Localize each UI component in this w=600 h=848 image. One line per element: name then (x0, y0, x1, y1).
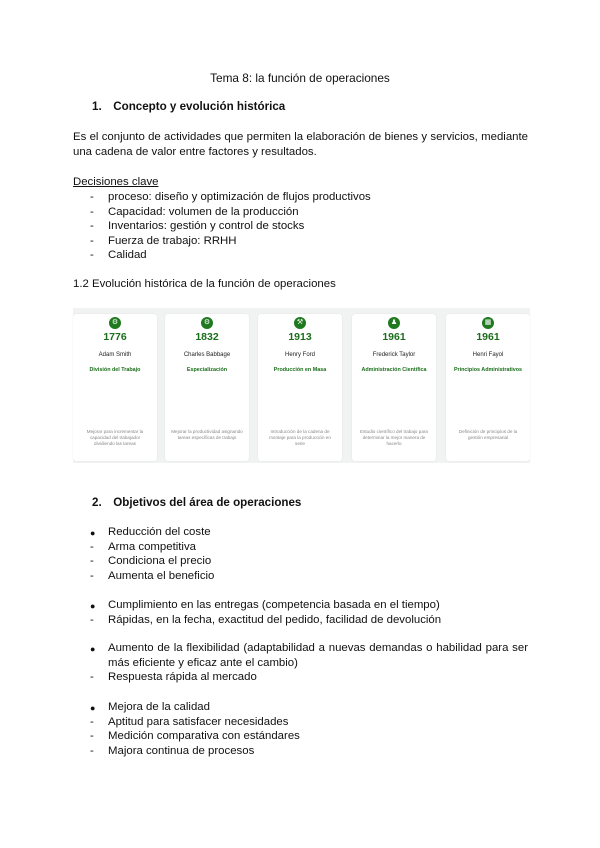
section-1-number: 1. (92, 100, 102, 113)
timeline-person: Henri Fayol (472, 352, 504, 358)
timeline-person: Charles Babbage (183, 352, 231, 358)
timeline-description: Mejorar la productividad asignando tareas específicas de trabajo (171, 429, 243, 440)
list-item: - proceso: diseño y optimización de flujos productivos (90, 191, 371, 203)
section-1-heading (92, 100, 285, 113)
timeline-concept: Producción en Masa (273, 367, 327, 373)
tools-icon: ⚒ (294, 317, 306, 329)
section-2-number: 2. (92, 496, 102, 509)
objective-group-flexibility (90, 641, 528, 685)
timeline-person: Frederick Taylor (372, 352, 416, 358)
timeline-person: Henry Ford (284, 352, 315, 358)
list-item: - Calidad (90, 249, 147, 262)
timeline-year: 1832 (195, 331, 219, 343)
list-item: - Medición comparativa con estándares (90, 730, 300, 743)
list-item: - Respuesta rápida al mercado (90, 671, 257, 684)
timeline-infographic (73, 308, 530, 463)
list-item: - Fuerza de trabajo: RRHH (90, 234, 237, 247)
timeline-concept: División del Trabajo (89, 367, 141, 373)
gear-icon: ⚙ (201, 317, 213, 329)
list-item: - Capacidad: volumen de la producción (90, 205, 299, 218)
timeline-description: Introducción de la cadena de montaje para la producción en serie (269, 429, 331, 446)
definition-paragraph: Es el conjunto de actividades que permiten la elaboración de bienes y servicios, mediante una cadena de valor entre factores y resultados. (73, 131, 528, 158)
timeline-card-1832 (165, 314, 249, 461)
document-title: Tema 8: la función de operaciones (210, 71, 390, 85)
timeline-concept: Principios Administrativos (453, 367, 523, 373)
timeline-person: Adam Smith (98, 352, 132, 358)
list-item: ● Aumento de la flexibilidad (adaptabilidad a nuevas demandas o habilidad para ser más eficiente y eficaz ante el cambio) (90, 642, 528, 669)
section-1-title: Concepto y evolución histórica (113, 100, 286, 113)
list-item: - Rápidas, en la fecha, exactitud del pedido, facilidad de devolución (90, 613, 442, 626)
objective-group-quality (90, 700, 300, 758)
timeline-concept: Administración Científica (361, 367, 427, 373)
timeline-description: Definición de principios de la gestión empresarial (458, 429, 518, 440)
timeline-year: 1776 (103, 331, 127, 343)
timeline-card-fayol (446, 314, 530, 461)
subsection-heading: 1.2 Evolución histórica de la función de operaciones (73, 278, 336, 290)
figure-icon: ♟ (388, 317, 400, 329)
list-item: - Majora continua de procesos (90, 744, 255, 757)
list-item: - Aptitud para satisfacer necesidades (90, 715, 289, 728)
list-item: - Arma competitiva (90, 540, 196, 553)
list-item: - Inventarios: gestión y control de stocks (90, 220, 305, 233)
timeline-card-1913 (258, 314, 342, 461)
timeline-description: Estudio científico del trabajo para determinar la mejor manera de hacerlo (360, 429, 428, 446)
list-item: - Aumenta el beneficio (90, 569, 215, 582)
objective-group-cost (90, 525, 214, 583)
gear-icon: ⚙ (109, 317, 121, 329)
timeline-year: 1961 (382, 331, 406, 343)
timeline-description: Mejorar para incrementar la capacidad del trabajador dividiendo las tareas (86, 429, 144, 446)
timeline-concept: Especialización (186, 367, 228, 373)
building-icon: ▦ (482, 317, 494, 329)
section-2-title: Objetivos del área de operaciones (113, 496, 302, 509)
timeline-card-taylor (352, 314, 436, 461)
section-2-heading (92, 496, 301, 509)
list-item: ● Reducción del coste (90, 526, 211, 538)
decisions-list (90, 190, 371, 263)
timeline-year: 1961 (476, 331, 500, 343)
list-item: - Condiciona el precio (90, 555, 212, 568)
objective-group-delivery (90, 598, 528, 627)
timeline-card-1776 (73, 314, 157, 461)
timeline-year: 1913 (288, 331, 312, 343)
list-item: ● Cumplimiento en las entregas (competencia basada en el tiempo) (90, 599, 440, 611)
decisions-title: Decisiones clave (73, 176, 159, 188)
list-item: ● Mejora de la calidad (90, 701, 210, 713)
